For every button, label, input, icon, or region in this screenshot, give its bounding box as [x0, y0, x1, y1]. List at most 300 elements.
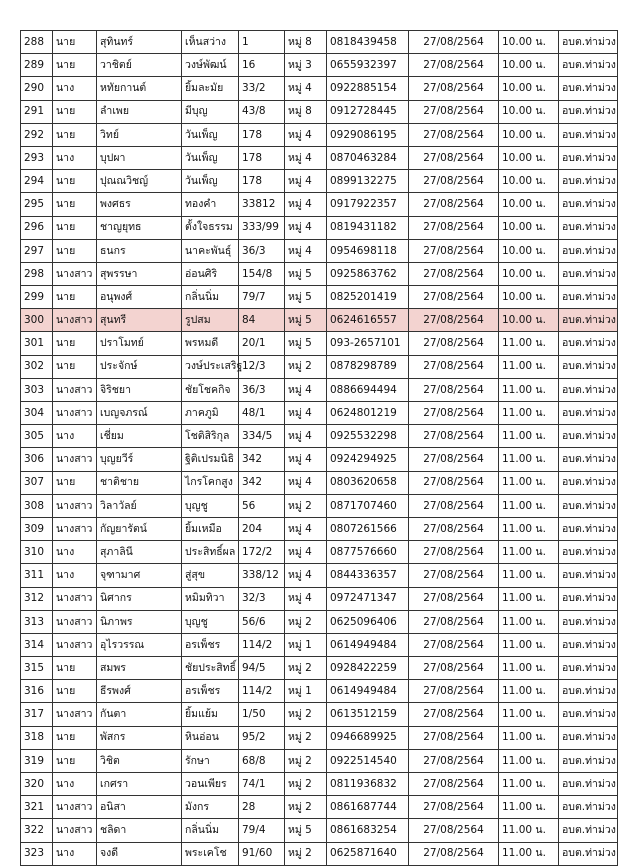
cell-first-name: ชลิดา: [97, 819, 182, 842]
cell-date: 27/08/2564: [409, 703, 499, 726]
cell-date: 27/08/2564: [409, 749, 499, 772]
cell-first-name: วาชิตย์: [97, 54, 182, 77]
cell-house-number: 1: [239, 31, 285, 54]
cell-date: 27/08/2564: [409, 471, 499, 494]
cell-first-name: อนิสา: [97, 796, 182, 819]
cell-row-number: 301: [21, 332, 53, 355]
cell-last-name: โชติสิริกุล: [182, 425, 239, 448]
cell-title: นาย: [53, 657, 97, 680]
cell-row-number: 306: [21, 448, 53, 471]
cell-title: นาย: [53, 216, 97, 239]
cell-village: หมู่ 4: [285, 146, 327, 169]
cell-phone: 0614949484: [327, 680, 409, 703]
cell-last-name: กลิ่นนิ่ม: [182, 286, 239, 309]
cell-title: นาย: [53, 332, 97, 355]
cell-title: นางสาว: [53, 517, 97, 540]
cell-last-name: วงษ์ประเสริฐ: [182, 355, 239, 378]
table-row: [21, 541, 618, 564]
table-row: [21, 680, 618, 703]
cell-date: 27/08/2564: [409, 448, 499, 471]
cell-first-name: ธีรพงศ์: [97, 680, 182, 703]
cell-date: 27/08/2564: [409, 494, 499, 517]
cell-house-number: 12/3: [239, 355, 285, 378]
cell-title: นาย: [53, 193, 97, 216]
cell-phone: 0899132275: [327, 170, 409, 193]
cell-house-number: 154/8: [239, 262, 285, 285]
cell-village: หมู่ 4: [285, 402, 327, 425]
cell-title: นาย: [53, 31, 97, 54]
cell-date: 27/08/2564: [409, 355, 499, 378]
cell-house-number: 333/99: [239, 216, 285, 239]
cell-house-number: 36/3: [239, 239, 285, 262]
cell-location: อบต.ท่าม่วง: [559, 309, 618, 332]
cell-phone: 0954698118: [327, 239, 409, 262]
cell-location: อบต.ท่าม่วง: [559, 773, 618, 796]
table-row: [21, 425, 618, 448]
cell-location: อบต.ท่าม่วง: [559, 378, 618, 401]
cell-date: 27/08/2564: [409, 541, 499, 564]
cell-row-number: 289: [21, 54, 53, 77]
cell-last-name: ยิ้มเหมือ: [182, 517, 239, 540]
cell-row-number: 302: [21, 355, 53, 378]
cell-phone: 0844336357: [327, 564, 409, 587]
cell-phone: 0925532298: [327, 425, 409, 448]
cell-last-name: เห็นสว่าง: [182, 31, 239, 54]
cell-date: 27/08/2564: [409, 773, 499, 796]
cell-first-name: ธนกร: [97, 239, 182, 262]
cell-village: หมู่ 1: [285, 633, 327, 656]
table-row: [21, 610, 618, 633]
cell-location: อบต.ท่าม่วง: [559, 471, 618, 494]
cell-title: นางสาว: [53, 703, 97, 726]
cell-village: หมู่ 8: [285, 31, 327, 54]
cell-house-number: 172/2: [239, 541, 285, 564]
cell-village: หมู่ 5: [285, 286, 327, 309]
cell-phone: 0929086195: [327, 123, 409, 146]
cell-title: นางสาว: [53, 309, 97, 332]
cell-date: 27/08/2564: [409, 796, 499, 819]
cell-row-number: 290: [21, 77, 53, 100]
table-row: [21, 564, 618, 587]
cell-house-number: 342: [239, 471, 285, 494]
cell-location: อบต.ท่าม่วง: [559, 54, 618, 77]
cell-phone: 0871707460: [327, 494, 409, 517]
cell-village: หมู่ 8: [285, 100, 327, 123]
cell-first-name: หทัยกานต์: [97, 77, 182, 100]
registration-sheet: [20, 30, 616, 866]
cell-time: 11.00 น.: [499, 541, 559, 564]
cell-title: นาย: [53, 239, 97, 262]
cell-row-number: 315: [21, 657, 53, 680]
cell-row-number: 313: [21, 610, 53, 633]
cell-first-name: พงศธร: [97, 193, 182, 216]
cell-house-number: 1/50: [239, 703, 285, 726]
cell-row-number: 299: [21, 286, 53, 309]
table-row: [21, 749, 618, 772]
cell-location: อบต.ท่าม่วง: [559, 587, 618, 610]
cell-village: หมู่ 4: [285, 448, 327, 471]
cell-title: นางสาว: [53, 633, 97, 656]
cell-phone: 0972471347: [327, 587, 409, 610]
cell-time: 11.00 น.: [499, 425, 559, 448]
cell-time: 11.00 น.: [499, 355, 559, 378]
cell-location: อบต.ท่าม่วง: [559, 193, 618, 216]
cell-last-name: หมิมทิวา: [182, 587, 239, 610]
table-row: [21, 819, 618, 842]
cell-date: 27/08/2564: [409, 610, 499, 633]
cell-first-name: ปุณณวิชญ์: [97, 170, 182, 193]
cell-phone: 0861687744: [327, 796, 409, 819]
cell-phone: 0928422259: [327, 657, 409, 680]
cell-date: 27/08/2564: [409, 309, 499, 332]
cell-village: หมู่ 3: [285, 54, 327, 77]
cell-first-name: ชาญยุทธ: [97, 216, 182, 239]
cell-first-name: จงดี: [97, 842, 182, 865]
cell-location: อบต.ท่าม่วง: [559, 31, 618, 54]
cell-first-name: วิชิต: [97, 749, 182, 772]
table-body: [21, 31, 618, 866]
cell-location: อบต.ท่าม่วง: [559, 610, 618, 633]
cell-phone: 0922885154: [327, 77, 409, 100]
cell-village: หมู่ 4: [285, 239, 327, 262]
cell-location: อบต.ท่าม่วง: [559, 726, 618, 749]
cell-location: อบต.ท่าม่วง: [559, 123, 618, 146]
cell-last-name: วงษ์พัฒน์: [182, 54, 239, 77]
cell-title: นาย: [53, 749, 97, 772]
cell-title: นาง: [53, 541, 97, 564]
cell-last-name: พรหมดี: [182, 332, 239, 355]
cell-last-name: ชัยโชคกิจ: [182, 378, 239, 401]
cell-last-name: สู่สุข: [182, 564, 239, 587]
cell-first-name: กัญยารัตน์: [97, 517, 182, 540]
cell-time: 11.00 น.: [499, 726, 559, 749]
cell-row-number: 307: [21, 471, 53, 494]
cell-first-name: นิภาพร: [97, 610, 182, 633]
cell-time: 11.00 น.: [499, 402, 559, 425]
cell-house-number: 56/6: [239, 610, 285, 633]
cell-date: 27/08/2564: [409, 170, 499, 193]
cell-row-number: 316: [21, 680, 53, 703]
table-row: [21, 726, 618, 749]
cell-row-number: 317: [21, 703, 53, 726]
cell-house-number: 178: [239, 123, 285, 146]
cell-phone: 0861683254: [327, 819, 409, 842]
table-row: [21, 100, 618, 123]
cell-date: 27/08/2564: [409, 587, 499, 610]
cell-time: 10.00 น.: [499, 286, 559, 309]
cell-first-name: สุภาลินี: [97, 541, 182, 564]
cell-time: 10.00 น.: [499, 77, 559, 100]
cell-house-number: 74/1: [239, 773, 285, 796]
cell-house-number: 114/2: [239, 633, 285, 656]
cell-time: 11.00 น.: [499, 564, 559, 587]
table-row: [21, 332, 618, 355]
cell-date: 27/08/2564: [409, 425, 499, 448]
cell-location: อบต.ท่าม่วง: [559, 170, 618, 193]
cell-location: อบต.ท่าม่วง: [559, 796, 618, 819]
cell-title: นาง: [53, 77, 97, 100]
table-row: [21, 355, 618, 378]
cell-last-name: หินอ่อน: [182, 726, 239, 749]
cell-location: อบต.ท่าม่วง: [559, 819, 618, 842]
cell-last-name: อรเพ็ชร: [182, 633, 239, 656]
cell-village: หมู่ 1: [285, 680, 327, 703]
cell-village: หมู่ 4: [285, 517, 327, 540]
cell-first-name: บุญยวีร์: [97, 448, 182, 471]
cell-title: นาย: [53, 471, 97, 494]
cell-house-number: 79/4: [239, 819, 285, 842]
registration-table: [20, 30, 618, 866]
cell-title: นาย: [53, 726, 97, 749]
cell-first-name: บุปผา: [97, 146, 182, 169]
cell-row-number: 323: [21, 842, 53, 865]
cell-phone: 0655932397: [327, 54, 409, 77]
cell-first-name: อุไรวรรณ: [97, 633, 182, 656]
cell-first-name: ประจักษ์: [97, 355, 182, 378]
cell-date: 27/08/2564: [409, 633, 499, 656]
cell-location: อบต.ท่าม่วง: [559, 100, 618, 123]
cell-location: อบต.ท่าม่วง: [559, 286, 618, 309]
cell-last-name: กลิ่นนิ่ม: [182, 819, 239, 842]
cell-location: อบต.ท่าม่วง: [559, 633, 618, 656]
cell-time: 11.00 น.: [499, 517, 559, 540]
cell-village: หมู่ 4: [285, 216, 327, 239]
table-row: [21, 378, 618, 401]
cell-phone: 0625871640: [327, 842, 409, 865]
cell-row-number: 295: [21, 193, 53, 216]
cell-last-name: บุญชู: [182, 494, 239, 517]
table-row: [21, 77, 618, 100]
cell-date: 27/08/2564: [409, 680, 499, 703]
cell-time: 10.00 น.: [499, 123, 559, 146]
cell-phone: 0924294925: [327, 448, 409, 471]
cell-row-number: 308: [21, 494, 53, 517]
table-row: [21, 517, 618, 540]
cell-last-name: ไกรโคกสูง: [182, 471, 239, 494]
cell-first-name: สมพร: [97, 657, 182, 680]
cell-phone: 0811936832: [327, 773, 409, 796]
table-row: [21, 703, 618, 726]
cell-house-number: 32/3: [239, 587, 285, 610]
cell-last-name: อรเพ็ชร: [182, 680, 239, 703]
cell-phone: 0946689925: [327, 726, 409, 749]
cell-time: 10.00 น.: [499, 170, 559, 193]
cell-first-name: เชี่ยม: [97, 425, 182, 448]
table-row: [21, 31, 618, 54]
table-row: [21, 286, 618, 309]
cell-phone: 0917922357: [327, 193, 409, 216]
cell-location: อบต.ท่าม่วง: [559, 425, 618, 448]
cell-village: หมู่ 2: [285, 842, 327, 865]
cell-location: อบต.ท่าม่วง: [559, 332, 618, 355]
cell-first-name: ลำเพย: [97, 100, 182, 123]
table-row: [21, 123, 618, 146]
cell-row-number: 322: [21, 819, 53, 842]
cell-last-name: ประสิทธิ์ผล: [182, 541, 239, 564]
cell-village: หมู่ 4: [285, 564, 327, 587]
cell-phone: 0807261566: [327, 517, 409, 540]
cell-village: หมู่ 2: [285, 703, 327, 726]
cell-row-number: 309: [21, 517, 53, 540]
cell-row-number: 292: [21, 123, 53, 146]
cell-location: อบต.ท่าม่วง: [559, 494, 618, 517]
cell-time: 10.00 น.: [499, 146, 559, 169]
table-row: [21, 216, 618, 239]
cell-last-name: ยิ้มละมัย: [182, 77, 239, 100]
cell-first-name: สุนทรี: [97, 309, 182, 332]
cell-row-number: 296: [21, 216, 53, 239]
cell-house-number: 342: [239, 448, 285, 471]
cell-title: นาง: [53, 842, 97, 865]
cell-village: หมู่ 2: [285, 796, 327, 819]
cell-time: 10.00 น.: [499, 309, 559, 332]
cell-date: 27/08/2564: [409, 123, 499, 146]
cell-date: 27/08/2564: [409, 100, 499, 123]
cell-time: 10.00 น.: [499, 100, 559, 123]
cell-time: 11.00 น.: [499, 633, 559, 656]
cell-house-number: 68/8: [239, 749, 285, 772]
cell-row-number: 294: [21, 170, 53, 193]
cell-house-number: 43/8: [239, 100, 285, 123]
table-row: [21, 402, 618, 425]
cell-row-number: 310: [21, 541, 53, 564]
cell-date: 27/08/2564: [409, 726, 499, 749]
cell-phone: 0803620658: [327, 471, 409, 494]
cell-last-name: ยิ้มแย้ม: [182, 703, 239, 726]
cell-row-number: 319: [21, 749, 53, 772]
cell-last-name: ชัยประสิทธิ์: [182, 657, 239, 680]
cell-village: หมู่ 2: [285, 355, 327, 378]
cell-village: หมู่ 2: [285, 610, 327, 633]
table-row: [21, 657, 618, 680]
cell-location: อบต.ท่าม่วง: [559, 541, 618, 564]
cell-time: 10.00 น.: [499, 31, 559, 54]
cell-first-name: สุพรรษา: [97, 262, 182, 285]
table-row: [21, 262, 618, 285]
table-row: [21, 193, 618, 216]
cell-last-name: รูปสม: [182, 309, 239, 332]
cell-village: หมู่ 5: [285, 309, 327, 332]
cell-title: นาง: [53, 146, 97, 169]
cell-date: 27/08/2564: [409, 402, 499, 425]
cell-time: 11.00 น.: [499, 448, 559, 471]
cell-last-name: อ่อนศิริ: [182, 262, 239, 285]
cell-date: 27/08/2564: [409, 54, 499, 77]
table-row: [21, 773, 618, 796]
cell-last-name: บุญชู: [182, 610, 239, 633]
cell-title: นาง: [53, 773, 97, 796]
cell-date: 27/08/2564: [409, 146, 499, 169]
cell-title: นาย: [53, 123, 97, 146]
cell-time: 10.00 น.: [499, 239, 559, 262]
cell-title: นางสาว: [53, 402, 97, 425]
table-row: [21, 796, 618, 819]
cell-last-name: วันเพ็ญ: [182, 123, 239, 146]
cell-village: หมู่ 2: [285, 726, 327, 749]
cell-phone: 0877576660: [327, 541, 409, 564]
cell-time: 11.00 น.: [499, 842, 559, 865]
cell-title: นาย: [53, 286, 97, 309]
cell-last-name: ทองคำ: [182, 193, 239, 216]
table-row: [21, 842, 618, 865]
cell-title: นาย: [53, 54, 97, 77]
cell-village: หมู่ 2: [285, 494, 327, 517]
cell-title: นางสาว: [53, 610, 97, 633]
cell-title: นาย: [53, 170, 97, 193]
cell-first-name: วิลาวัลย์: [97, 494, 182, 517]
cell-last-name: ภาคภูมิ: [182, 402, 239, 425]
cell-row-number: 312: [21, 587, 53, 610]
cell-title: นางสาว: [53, 448, 97, 471]
cell-first-name: อนุพงศ์: [97, 286, 182, 309]
table-row: [21, 448, 618, 471]
cell-village: หมู่ 4: [285, 541, 327, 564]
cell-village: หมู่ 4: [285, 170, 327, 193]
table-row: [21, 146, 618, 169]
cell-location: อบต.ท่าม่วง: [559, 146, 618, 169]
cell-house-number: 56: [239, 494, 285, 517]
cell-date: 27/08/2564: [409, 657, 499, 680]
cell-date: 27/08/2564: [409, 564, 499, 587]
cell-time: 11.00 น.: [499, 819, 559, 842]
cell-title: นางสาว: [53, 819, 97, 842]
cell-time: 10.00 น.: [499, 193, 559, 216]
cell-house-number: 48/1: [239, 402, 285, 425]
cell-first-name: จิริชยา: [97, 378, 182, 401]
cell-house-number: 28: [239, 796, 285, 819]
cell-house-number: 33812: [239, 193, 285, 216]
cell-last-name: วันเพ็ญ: [182, 146, 239, 169]
cell-date: 27/08/2564: [409, 31, 499, 54]
cell-house-number: 94/5: [239, 657, 285, 680]
cell-last-name: พระเคโช: [182, 842, 239, 865]
cell-first-name: เบญจภรณ์: [97, 402, 182, 425]
cell-row-number: 303: [21, 378, 53, 401]
table-row: [21, 587, 618, 610]
cell-house-number: 16: [239, 54, 285, 77]
cell-title: นาง: [53, 564, 97, 587]
cell-row-number: 304: [21, 402, 53, 425]
cell-village: หมู่ 4: [285, 193, 327, 216]
cell-location: อบต.ท่าม่วง: [559, 564, 618, 587]
cell-house-number: 95/2: [239, 726, 285, 749]
cell-house-number: 334/5: [239, 425, 285, 448]
cell-phone: 0818439458: [327, 31, 409, 54]
cell-date: 27/08/2564: [409, 239, 499, 262]
table-row: [21, 54, 618, 77]
cell-row-number: 291: [21, 100, 53, 123]
cell-phone: 0825201419: [327, 286, 409, 309]
cell-last-name: วันเพ็ญ: [182, 170, 239, 193]
cell-phone: 0625096406: [327, 610, 409, 633]
cell-phone: 0624616557: [327, 309, 409, 332]
cell-time: 11.00 น.: [499, 587, 559, 610]
cell-last-name: ฐิติเปรมนิธิ: [182, 448, 239, 471]
cell-time: 11.00 น.: [499, 749, 559, 772]
cell-row-number: 321: [21, 796, 53, 819]
cell-time: 11.00 น.: [499, 773, 559, 796]
cell-title: นาย: [53, 680, 97, 703]
cell-first-name: จุฑามาศ: [97, 564, 182, 587]
cell-village: หมู่ 5: [285, 262, 327, 285]
cell-row-number: 297: [21, 239, 53, 262]
cell-time: 11.00 น.: [499, 610, 559, 633]
cell-phone: 0870463284: [327, 146, 409, 169]
cell-phone: 0819431182: [327, 216, 409, 239]
cell-time: 11.00 น.: [499, 332, 559, 355]
cell-time: 11.00 น.: [499, 471, 559, 494]
cell-house-number: 338/12: [239, 564, 285, 587]
